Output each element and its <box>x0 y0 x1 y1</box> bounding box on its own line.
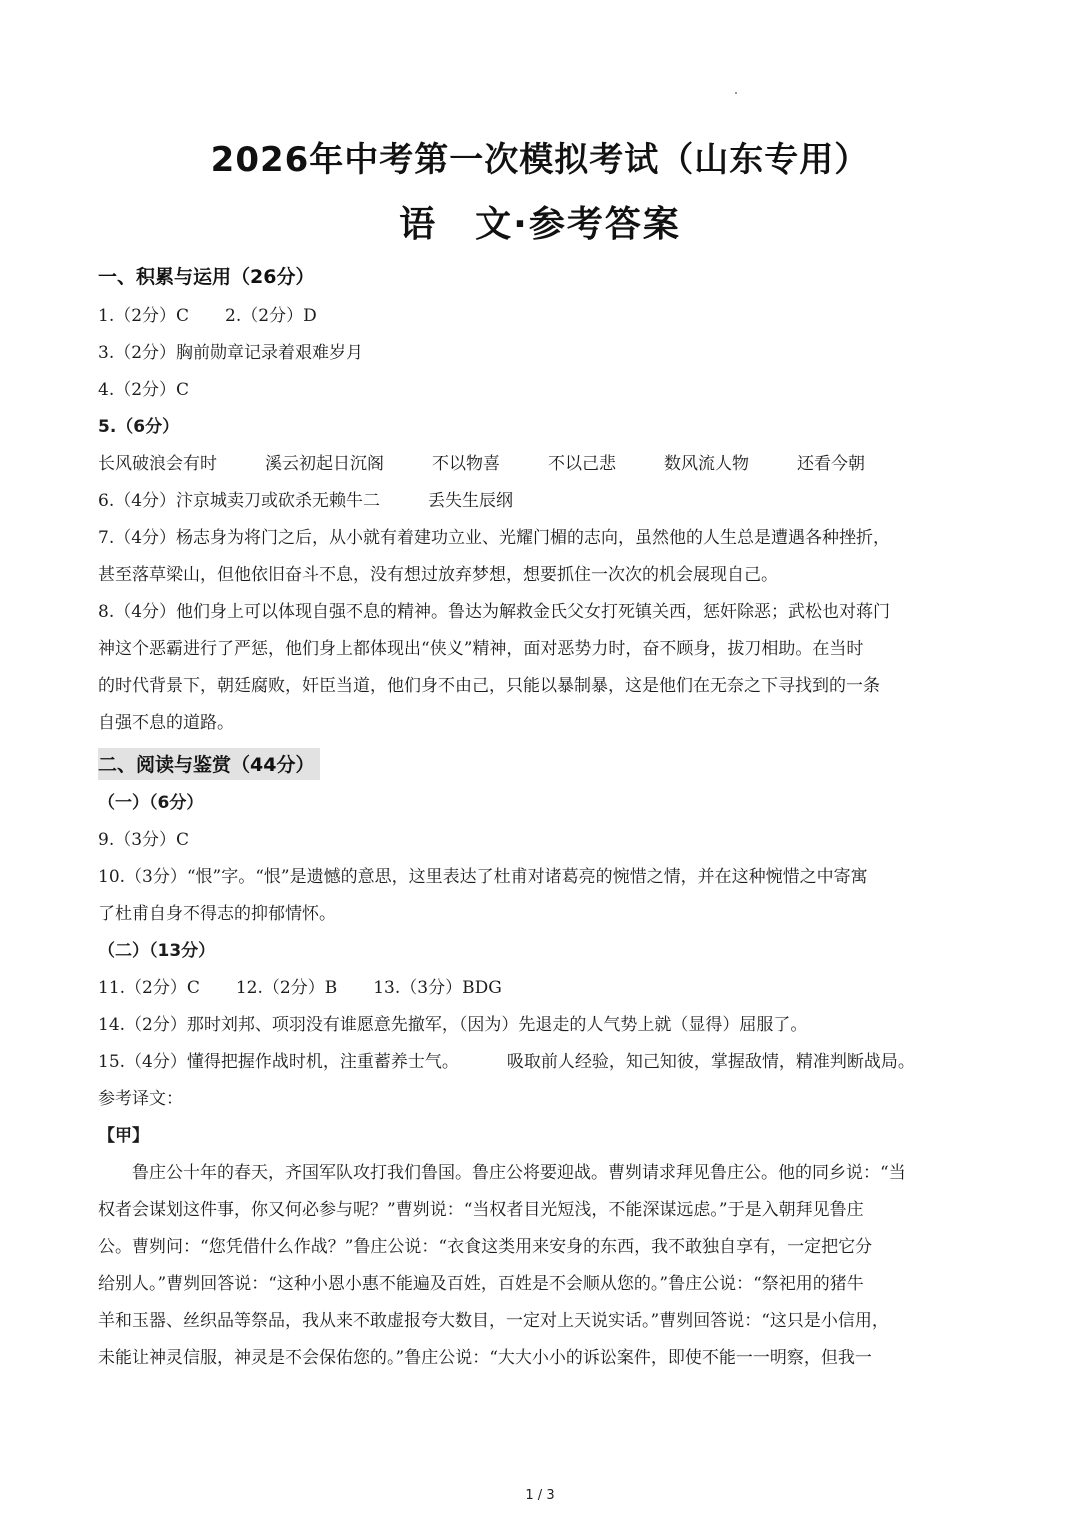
jia-paragraph-line: 鲁庄公十年的春天，齐国军队攻打我们鲁国。鲁庄公将要迎战。曹刿请求拜见鲁庄公。他的同乡说：“当 <box>132 1163 906 1183</box>
page-number: 1 / 3 <box>525 1488 555 1503</box>
answer-q7-line: 甚至落草梁山，但他依旧奋斗不息，没有想过放弃梦想，想要抓住一次次的机会展现自己。 <box>98 565 778 585</box>
answer-q4: 4.（2分）C <box>98 380 190 400</box>
part1-heading: （一）（6分） <box>98 793 204 813</box>
answer-q11-q13 <box>98 977 502 999</box>
answer-q14: 14.（2分）那时刘邦、项羽没有谁愿意先撤军，（因为）先退走的人气势上就（显得）屈服了。 <box>98 1015 808 1035</box>
exam-title: 2026年中考第一次模拟考试（山东专用） <box>210 140 870 180</box>
q5-answer: 长风破浪会有时 <box>98 454 217 474</box>
answer-q1: 1.（2分）C <box>98 306 190 326</box>
answer-q1-q2 <box>98 305 317 327</box>
section2-heading: 二、阅读与鉴赏（44分） <box>98 748 320 780</box>
answer-q9: 9.（3分）C <box>98 830 190 850</box>
q5-answer: 数风流人物 <box>664 454 749 474</box>
answer-q12: 12.（2分）B <box>235 978 338 998</box>
q15-answer-b: 吸取前人经验，知己知彼，掌握敌情，精准判断战局。 <box>506 1052 915 1072</box>
jia-paragraph-line: 公。曹刿问：“您凭借什么作战？”鲁庄公说：“衣食这类用来安身的东西，我不敢独自享有，一定把它分 <box>98 1237 873 1257</box>
jia-paragraph-line: 给别人。”曹刿回答说：“这种小恩小惠不能遍及百姓，百姓是不会顺从您的。”鲁庄公说：“祭祀用的猪牛 <box>98 1274 864 1294</box>
q5-answer: 不以己悲 <box>548 454 616 474</box>
answer-q10-line: 10.（3分）“恨”字。“恨”是遗憾的意思，这里表达了杜甫对诸葛亮的惋惜之情，并在这种惋惜之中寄寓 <box>98 867 868 887</box>
jia-label: 【甲】 <box>98 1126 149 1146</box>
answer-q7-line: 7.（4分）杨志身为将门之后，从小就有着建功立业、光耀门楣的志向，虽然他的人生总是遭遇各种挫折， <box>98 528 891 548</box>
answer-q8-line: 神这个恶霸进行了严惩，他们身上都体现出“侠义”精神，面对恶势力时，奋不顾身，拔刀相助。在当时 <box>98 639 864 659</box>
q5-answer: 不以物喜 <box>432 454 500 474</box>
answer-q2: 2.（2分）D <box>225 306 317 326</box>
answer-q6 <box>98 490 513 512</box>
answer-q5-list <box>98 453 865 475</box>
q15-answer-a: 15.（4分）懂得把握作战时机，注重蓄养士气。 <box>98 1052 459 1072</box>
answer-q11: 11.（2分）C <box>98 978 200 998</box>
q6-answer-a: 6.（4分）汴京城卖刀或砍杀无赖牛二 <box>98 491 381 511</box>
answer-q5-label: 5.（6分） <box>98 417 180 437</box>
answer-q8-line: 自强不息的道路。 <box>98 713 234 733</box>
answer-q3: 3.（2分）胸前勋章记录着艰难岁月 <box>98 343 364 363</box>
jia-paragraph-line: 未能让神灵信服，神灵是不会保佑您的。”鲁庄公说：“大大小小的诉讼案件，即使不能一一明察，但我一 <box>98 1348 872 1368</box>
q6-answer-b: 丢失生辰纲 <box>428 491 514 511</box>
translation-label: 参考译文： <box>98 1089 183 1109</box>
q5-answer: 还看今朝 <box>797 454 865 474</box>
q5-answer: 溪云初起日沉阁 <box>265 454 384 474</box>
part2-heading: （二）（13分） <box>98 941 216 961</box>
answer-q10-line: 了杜甫自身不得志的抑郁情怀。 <box>98 904 336 924</box>
answer-q8-line: 8.（4分）他们身上可以体现自强不息的精神。鲁达为解救金氏父女打死镇关西，惩奸除恶；武松也对蒋门 <box>98 602 891 622</box>
jia-paragraph-line: 权者会谋划这件事，你又何必参与呢？”曹刿说：“当权者目光短浅，不能深谋远虑。”于是入朝拜见鲁庄 <box>98 1200 864 1220</box>
section1-heading: 一、积累与运用（26分） <box>98 266 315 288</box>
jia-paragraph-line: 羊和玉器、丝织品等祭品，我从来不敢虚报夸大数目，一定对上天说实话。”曹刿回答说：“这只是小信用， <box>98 1311 889 1331</box>
exam-subtitle: 语 文·参考答案 <box>399 204 681 245</box>
answer-q15 <box>98 1051 915 1073</box>
answer-q13: 13.（3分）BDG <box>373 978 502 998</box>
answer-q8-line: 的时代背景下，朝廷腐败，奸臣当道，他们身不由己，只能以暴制暴，这是他们在无奈之下寻找到的一条 <box>98 676 880 696</box>
scan-speck <box>735 92 737 94</box>
